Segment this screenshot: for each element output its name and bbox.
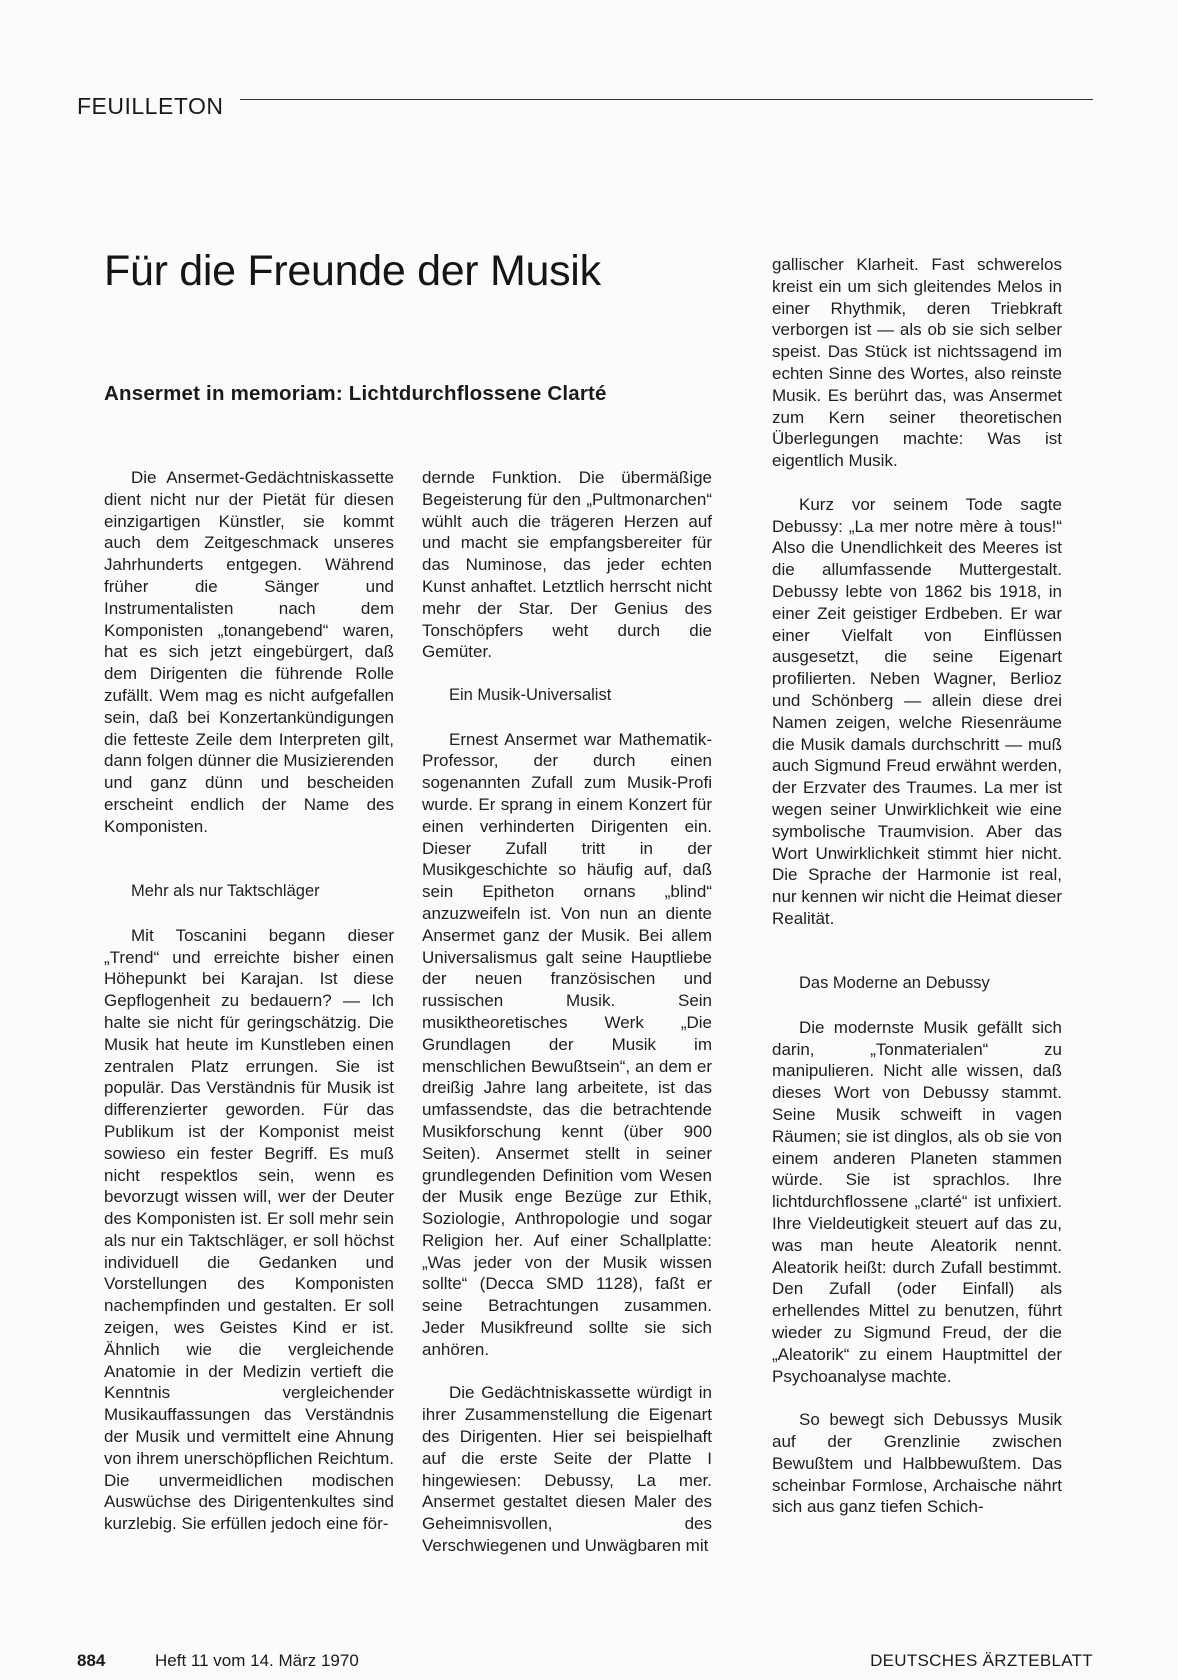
paragraph-gap xyxy=(772,930,1062,952)
paragraph: Mit Toscanini begann dieser „Trend“ und erreichte bisher einen Höhepunkt bei Karajan. Ist diese Gepflogenheit zu bedauern? — Ich halte sie nicht für geringschätzig. Die Musik hat heute im Kunstleben einen zentralen Platz errungen. Sie ist populär. Das Verständnis für Musik ist differenzierter geworden. Für das Publikum ist der Komponist meist sowieso ein fester Begriff. Es muß nicht respektlos sein, wenn es bevorzugt wissen will, wer der Deuter des Komponisten ist. Er soll mehr sein als nur ein Taktschläger, er soll höchst individuell die Gedanken und Vorstellungen des Komponisten nachempfinden und gestalten. Er soll zeigen, wes Geistes Kind er ist. Ähnlich wie die vergleichende Anatomie in der Medizin vertieft die Kenntnis vergleichender Musikauffassungen das Verständnis der Musik und vermittelt eine Ahnung von ihrem unerschöpflichen Reichtum. Die unvermeidlichen modischen Auswüchse des Dirigentenkultes sind kurzlebig. Sie erfüllen jedoch eine för- xyxy=(104,925,394,1534)
paragraph: gallischer Klarheit. Fast schwerelos kreist ein um sich gleitendes Melos in einer Rhythmik, deren Triebkraft verborgen ist — als ob sie sich selber speist. Das Stück ist nichtssagend im echten Sinne des Wortes, also reinste Musik. Es berührt das, was Ansermet zum Kern seiner theoretischen Überlegungen machte: Was ist eigentlich Musik. xyxy=(772,255,1062,471)
paragraph: Die Ansermet-Gedächtniskassette dient nicht nur der Pietät für diesen einzigartigen Künstler, sie kommt auch dem Zeitgeschmack unseres Jahrhunderts entgegen. Während früher die Sänger und Instrumentalisten nach dem Komponisten „tonangebend“ waren, hat es sich jetzt eingebürgert, daß dem Dirigenten die führende Rolle zufällt. Wem mag es nicht aufgefallen sein, daß bei Konzertankündigungen die fetteste Zeile dem Interpreten gilt, dann folgen dünner die Musizierenden und ganz dünn und bescheiden erscheint endlich der Name des Komponisten. xyxy=(104,468,394,836)
article-column-3 xyxy=(772,254,1062,1518)
paragraph-gap xyxy=(772,952,1062,974)
paragraph-gap xyxy=(422,707,712,729)
section-label: FEUILLETON xyxy=(77,93,224,119)
page-number: 884 xyxy=(77,1651,106,1670)
subheading: Ein Musik-Universalist xyxy=(449,685,612,704)
paragraph-gap xyxy=(104,838,394,860)
paragraph-gap xyxy=(104,903,394,925)
paragraph: Die Gedächtniskassette würdigt in ihrer Zusammenstellung die Eigenart des Dirigenten. Hier sei beispielhaft auf die erste Seite der Platte I hingewiesen: Debussy, La mer. Ansermet gestaltet diesen Maler des Geheimnisvollen, des Verschwiegenen und Unwägbaren mit xyxy=(422,1383,712,1556)
subheading: Das Moderne an Debussy xyxy=(799,974,990,993)
article-column-2 xyxy=(422,467,712,1557)
paragraph-gap xyxy=(772,472,1062,494)
paragraph: dernde Funktion. Die übermäßige Begeisterung für den „Pultmonarchen“ wühlt auch die trägeren Herzen auf und macht sie empfangsbereiter für das Numinose, das jeder echten Kunst anhaftet. Letztlich herrscht nicht mehr der Star. Der Genius des Tonschöpfers weht durch die Gemüter. xyxy=(422,468,712,662)
paragraph: Kurz vor seinem Tode sagte Debussy: „La mer notre mère à tous!“ Also die Unendlichkeit des Meeres ist die allumfassende Muttergestalt. Debussy lebte von 1862 bis 1918, in einer Zeit geistiger Erdbeben. Er war einer Vielfalt von Einflüssen ausgesetzt, die seine Eigenart profilierten. Neben Wagner, Berlioz und Schönberg — allein diese drei Namen zeigen, welche Riesenräume die Musik damals durchschritt — muß auch Sigmund Freud erwähnt werden, der Erzvater des Traumes. La mer ist wegen seiner Unwirklichkeit wie eine symbolische Traumvision. Aber das Wort Unwirklichkeit stimmt hier nicht. Die Sprache der Harmonie ist real, nur kennen wir nicht die Heimat dieser Realität. xyxy=(772,494,1062,928)
paragraph: So bewegt sich Debussys Musik auf der Grenzlinie zwischen Bewußtem und Halbbewußtem. Das scheinbar Formlose, Archaische nährt sich aus ganz tiefen Schich- xyxy=(772,1410,1062,1517)
paragraph-gap xyxy=(772,995,1062,1017)
paragraph-gap xyxy=(772,1387,1062,1409)
article-column-1 xyxy=(104,467,394,1535)
paragraph-gap xyxy=(422,1361,712,1383)
journal-name: DEUTSCHES ÄRZTEBLATT xyxy=(870,1651,1093,1670)
article-title: Für die Freunde der Musik xyxy=(104,247,601,295)
paragraph: Ernest Ansermet war Mathematik-Professor, der durch einen sogenannten Zufall zum Musik-Profi wurde. Er sprang in einem Konzert für einen verhinderten Dirigenten ein. Dieser Zufall tritt in der Musikgeschichte so häufig auf, daß sein Epitheton ornans „blind“ anzuzweifeln ist. Von nun an diente Ansermet ganz der Musik. Bei allem Universalismus galt seine Hauptliebe der neuen französischen und russischen Musik. Sein musiktheoretisches Werk „Die Grundlagen der Musik im menschlichen Bewußtsein“, an dem er dreißig Jahre lang arbeitete, ist das umfassendste, das die betrachtende Musikforschung kennt (über 900 Seiten). Ansermet stellt in seiner grundlegenden Definition vom Wesen der Musik enge Bezüge zur Ethik, Soziologie, Anthropologie und sogar Religion her. Auf einer Schallplatte: „Was jeder von der Musik wissen sollte“ (Decca SMD 1128), faßt er seine Betrachtungen zusammen. Jeder Musikfreund sollte sie sich anhören. xyxy=(422,729,712,1359)
paragraph: Die modernste Musik gefällt sich darin, „Tonmaterialen“ zu manipulieren. Nicht alle wissen, daß dieses Wort von Debussy stammt. Seine Musik schweift in vagen Räumen; sie ist dinglos, als ob sie von einem anderen Planeten stammen würde. Sie ist sprachlos. Ihre lichtdurchflossene „clarté“ ist unfixiert. Ihre Vieldeutigkeit steuert auf das zu, was man heute Aleatorik nennt. Aleatorik heißt: durch Zufall bestimmt. Den Zufall (oder Einfall) als erhellendes Mittel zu benutzen, führt wieder zu Sigmund Freud, der die „Aleatorik“ zu einem Hauptmittel der Psychoanalyse machte. xyxy=(772,1017,1062,1386)
article-subtitle: Ansermet in memoriam: Lichtdurchflossene Clarté xyxy=(104,382,607,405)
paragraph-gap xyxy=(104,859,394,881)
issue-info: Heft 11 vom 14. März 1970 xyxy=(155,1651,359,1670)
paragraph-gap xyxy=(422,663,712,685)
section-rule xyxy=(240,99,1093,100)
subheading: Mehr als nur Taktschläger xyxy=(131,882,320,901)
